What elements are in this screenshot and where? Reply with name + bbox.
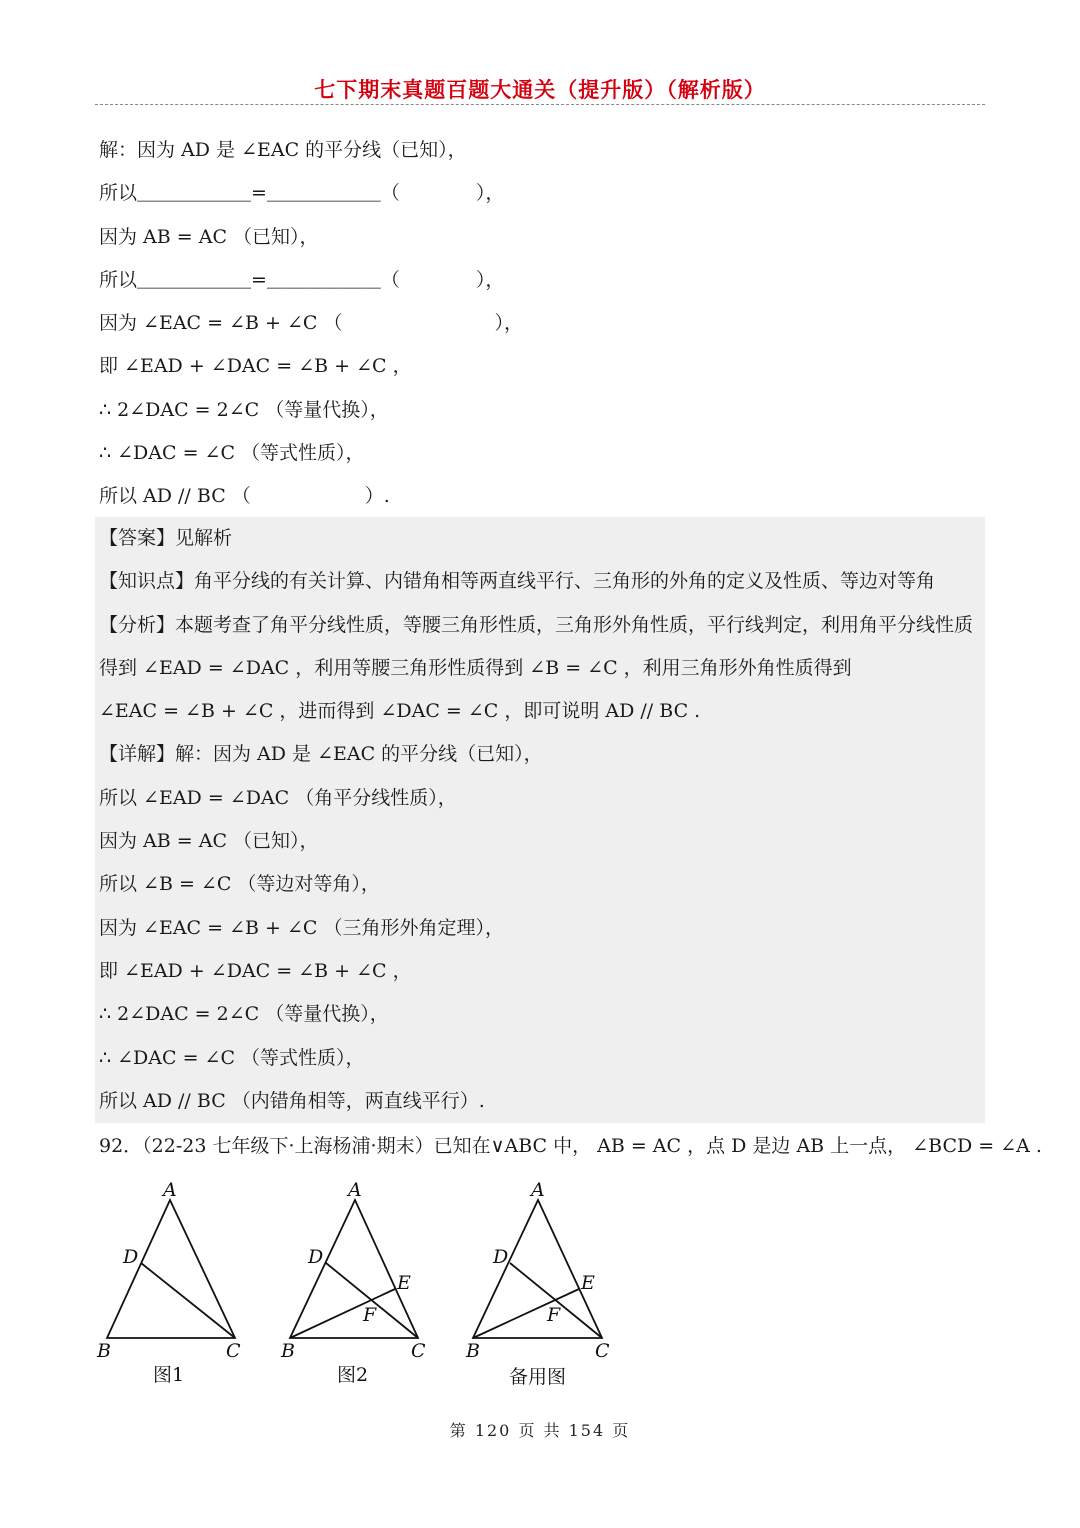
fig2-segment-be — [290, 1289, 395, 1338]
answer-line: 所以 ∠EAD = ∠DAC （角平分线性质）， — [99, 786, 457, 809]
answer-line: 因为 ∠EAC = ∠B + ∠C （三角形外角定理）， — [99, 916, 504, 939]
fig2-label-a: A — [348, 1179, 362, 1201]
fig2-label-b: B — [281, 1340, 295, 1362]
fig3-label-e: E — [581, 1272, 595, 1294]
question-line: ∴ 2∠DAC = 2∠C （等量代换）， — [99, 398, 389, 421]
header-divider — [95, 104, 985, 105]
question-line: 因为 ∠EAC = ∠B + ∠C （ ）， — [99, 312, 523, 335]
fig3-triangle-abc — [473, 1200, 602, 1338]
geometry-figures — [95, 1175, 635, 1395]
fig1-label-d: D — [123, 1246, 139, 1268]
question-fill-in-steps — [95, 129, 985, 519]
question-line: 所以 AD // BC （ ）. — [99, 485, 390, 508]
fig3-label-c: C — [595, 1340, 610, 1362]
question-line: ∴ ∠DAC = ∠C （等式性质）， — [99, 442, 365, 465]
answer-line: ∠EAC = ∠B + ∠C ，进而得到 ∠DAC = ∠C ，即可说明 AD // BC . — [99, 700, 701, 723]
answer-line: 得到 ∠EAD = ∠DAC ，利用等腰三角形性质得到 ∠B = ∠C ，利用三角形外角性质得到 — [99, 656, 852, 679]
fig2-label-d: D — [308, 1246, 324, 1268]
fig2-triangle-abc — [290, 1200, 418, 1338]
fig1-label-b: B — [97, 1340, 111, 1362]
question-line: 所以＿＿＿＿＿＿=＿＿＿＿＿＿（ ）， — [99, 268, 505, 291]
answer-line: 即 ∠EAD + ∠DAC = ∠B + ∠C ， — [99, 959, 412, 982]
fig3-label-f: F — [547, 1304, 561, 1326]
fig3-label-b: B — [466, 1340, 480, 1362]
answer-line: 所以 ∠B = ∠C （等边对等角）， — [99, 873, 380, 896]
fig1-segment-cd — [141, 1263, 235, 1338]
answer-line: 【详解】解：因为 AD 是 ∠EAC 的平分线（已知）， — [99, 743, 543, 766]
question-line: 即 ∠EAD + ∠DAC = ∠B + ∠C ， — [99, 355, 412, 378]
answer-line: 因为 AB = AC （已知）， — [99, 830, 319, 853]
page-header-title: 七下期末真题百题大通关（提升版）（解析版） — [314, 77, 766, 102]
fig1-label-c: C — [226, 1340, 241, 1362]
question-line: 解：因为 AD 是 ∠EAC 的平分线（已知）， — [99, 139, 467, 161]
fig2-label-c: C — [411, 1340, 426, 1362]
answer-section — [95, 517, 985, 1123]
answer-line: 【知识点】角平分线的有关计算、内错角相等两直线平行、三角形的外角的定义及性质、等边对等角 — [99, 570, 936, 593]
answer-line: 【答案】见解析 — [99, 527, 233, 549]
fig2-label-e: E — [397, 1272, 411, 1294]
answer-line: ∴ 2∠DAC = 2∠C （等量代换）， — [99, 1003, 389, 1026]
fig3-label-d: D — [493, 1246, 509, 1268]
problem-92-statement: 92．（22-23 七年级下·上海杨浦·期末）已知在∨ABC 中， AB = AC ，点 D 是边 AB 上一点， ∠BCD = ∠A . — [99, 1135, 1042, 1157]
fig1-caption: 图1 — [153, 1364, 185, 1386]
answer-line: 所以 AD // BC （内错角相等，两直线平行）. — [99, 1089, 485, 1112]
fig3-label-a: A — [531, 1179, 545, 1201]
fig1-triangle-abc — [107, 1200, 235, 1338]
answer-line: 【分析】本题考查了角平分线性质，等腰三角形性质，三角形外角性质，平行线判定，利用角平分线性质 — [99, 613, 974, 636]
question-line: 因为 AB = AC （已知）， — [99, 225, 319, 248]
page-footer-number: 第 120 页 共 154 页 — [449, 1421, 631, 1440]
question-line: 所以＿＿＿＿＿＿=＿＿＿＿＿＿（ ）， — [99, 182, 505, 205]
fig3-caption: 备用图 — [509, 1366, 567, 1388]
fig2-label-f: F — [363, 1304, 377, 1326]
answer-line: ∴ ∠DAC = ∠C （等式性质）， — [99, 1046, 365, 1069]
fig3-segment-be — [473, 1289, 579, 1338]
fig1-label-a: A — [163, 1179, 177, 1201]
fig2-caption: 图2 — [337, 1364, 369, 1386]
